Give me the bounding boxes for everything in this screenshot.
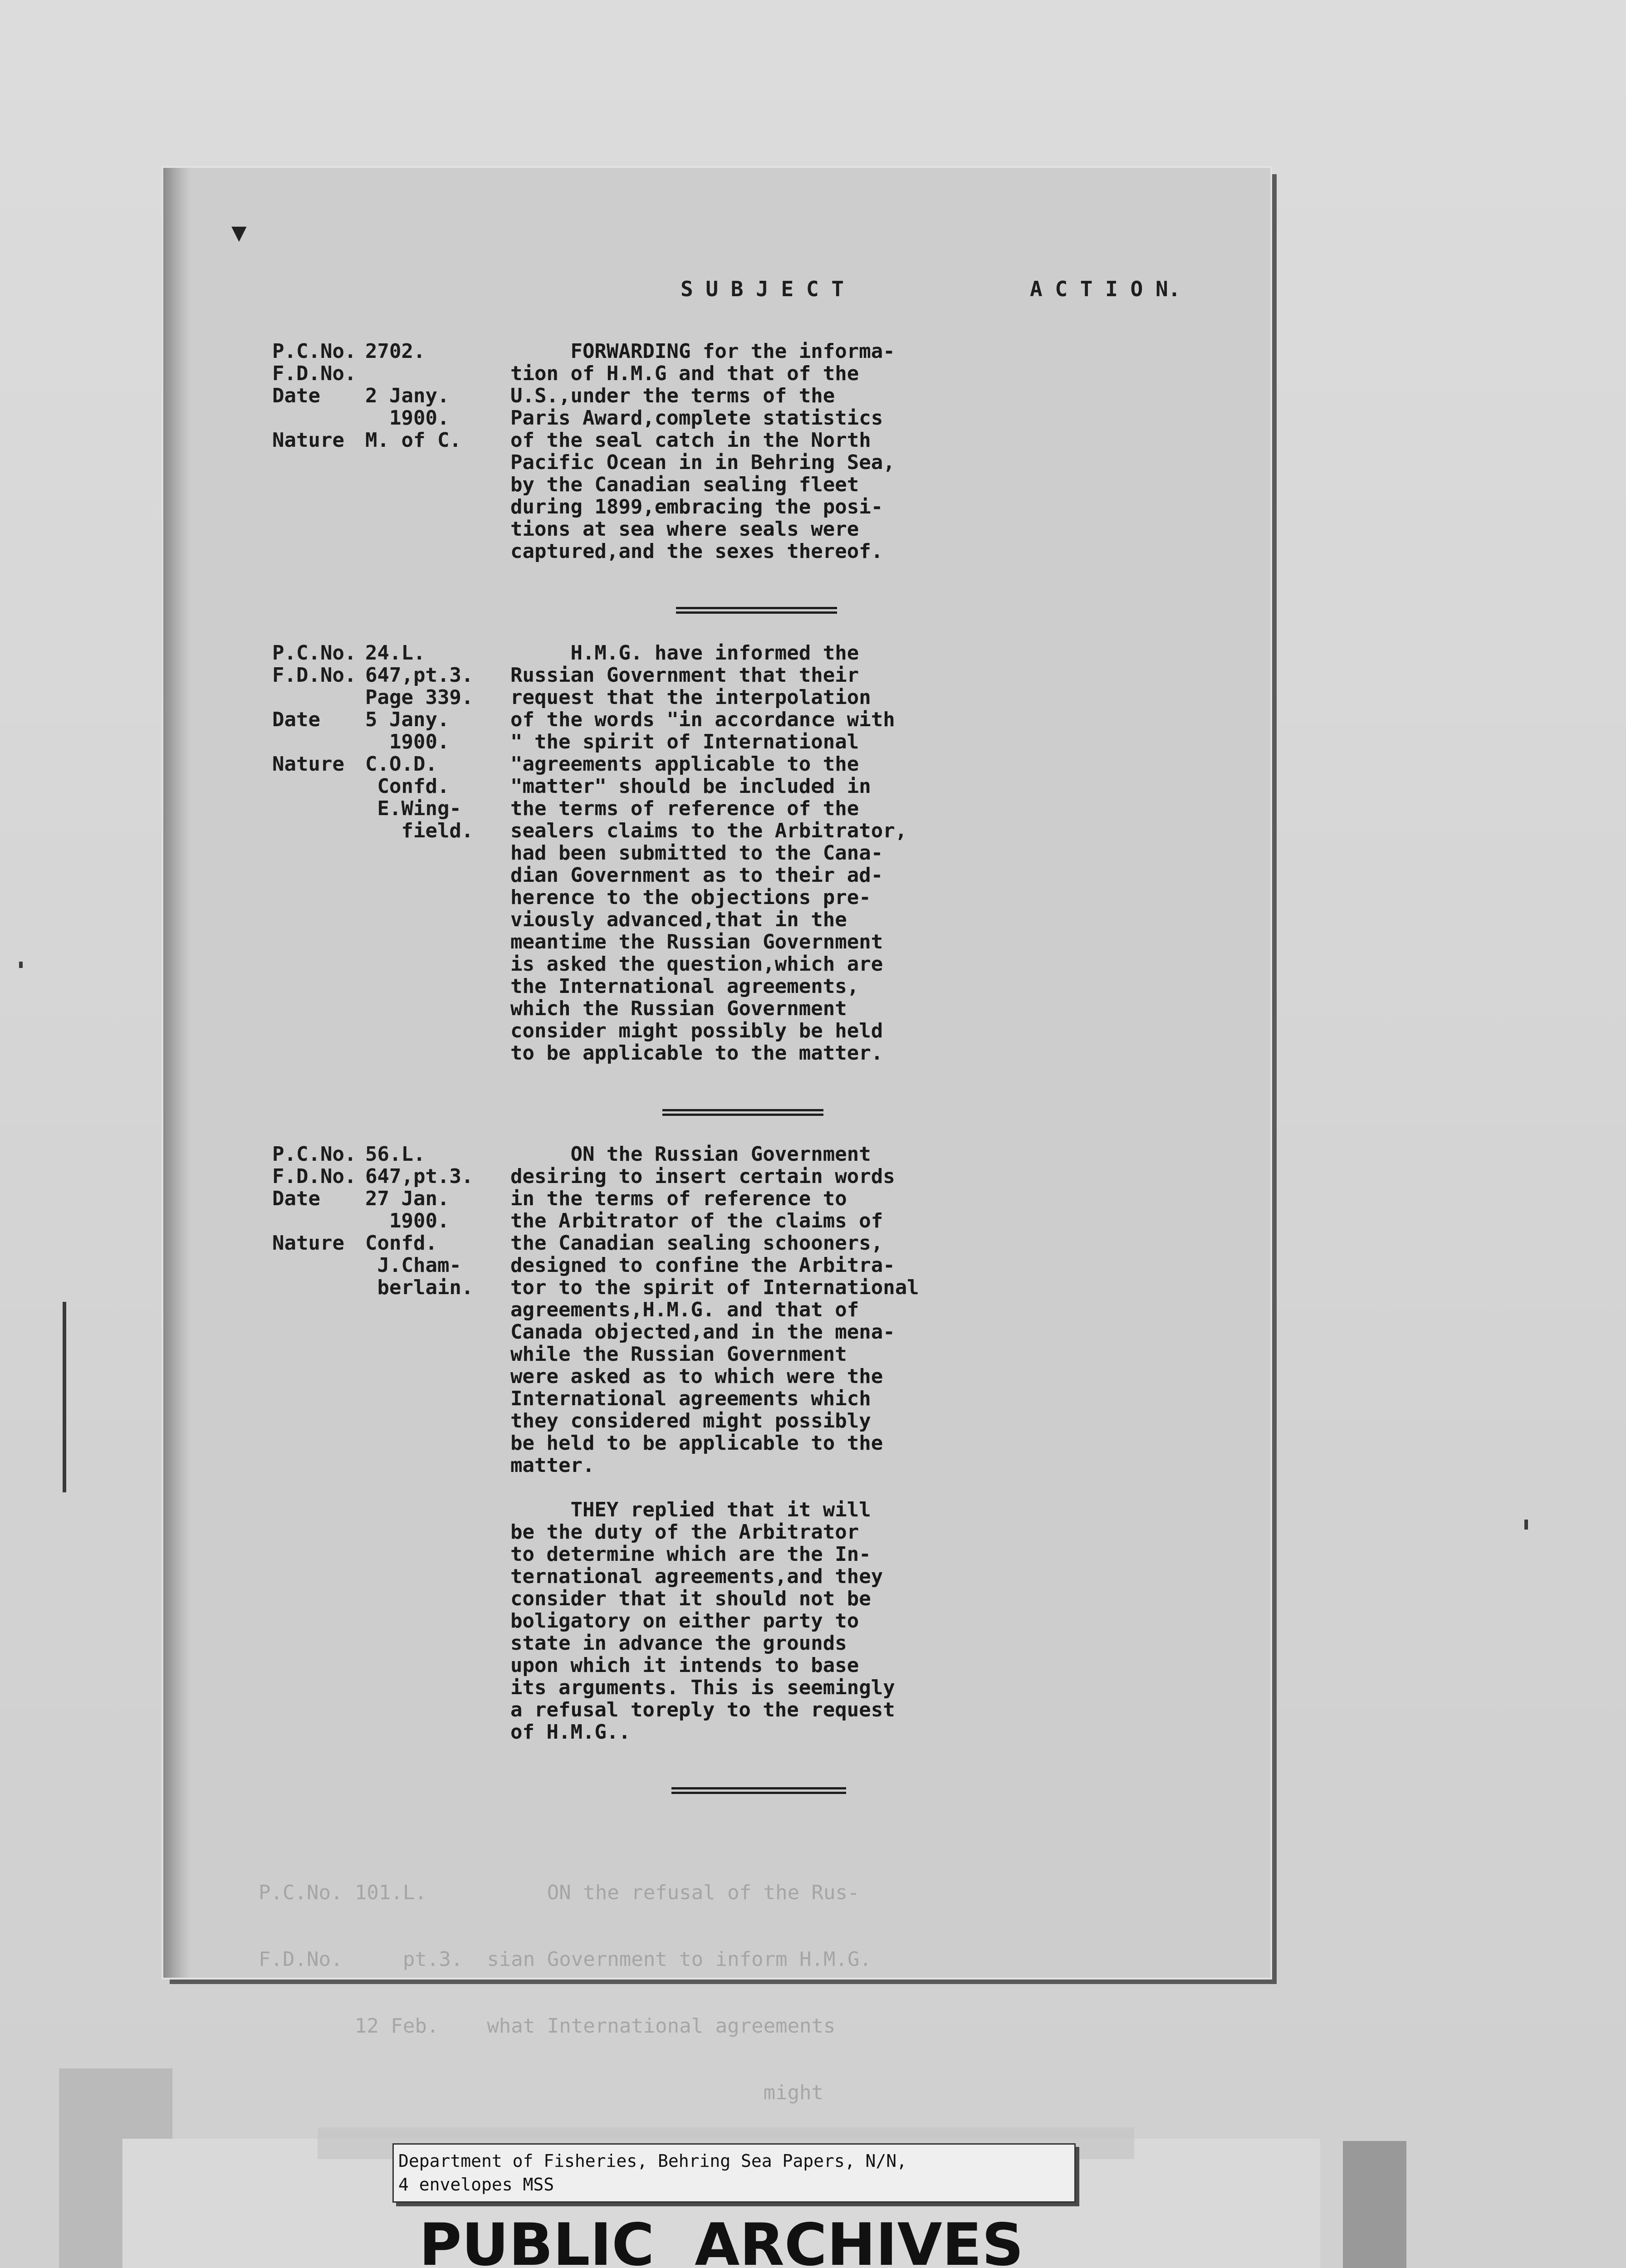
meta-row: Nature M. of C. — [272, 429, 461, 452]
text-line: matter. — [510, 1454, 595, 1477]
text-line: Russian Government that their — [510, 664, 859, 687]
text-line: Pacific Ocean in in Behring Sea, — [510, 451, 895, 474]
text-line: tion of H.M.G and that of the — [510, 362, 859, 385]
entry-3-text — [510, 1143, 1009, 1743]
text-line: of the words "in accordance with — [510, 708, 895, 731]
separator-rule — [671, 1787, 846, 1794]
text-line: while the Russian Government — [510, 1343, 847, 1366]
text-line: be held to be applicable to the — [510, 1432, 883, 1455]
meta-row: P.C.No. 56.L. — [272, 1143, 426, 1166]
text-line: "matter" should be included in — [510, 775, 871, 798]
faded-bleedthrough-text: P.C.No. 101.L. ON the refusal of the Rus- F.D.No. pt.3. sian Government to inform H.M.G. 12 Feb. what International agreements might — [259, 1881, 872, 2104]
text-line: herence to the objections pre- — [510, 886, 871, 909]
meta-row: 1900. — [365, 406, 450, 430]
text-line: upon which it intends to base — [510, 1654, 859, 1677]
text-line: dian Government as to their ad- — [510, 864, 883, 887]
entry-3-meta — [272, 1143, 473, 1299]
text-line: ON the Russian Government — [510, 1143, 871, 1166]
meta-row: field. — [365, 819, 474, 842]
text-line: boligatory on either party to — [510, 1609, 859, 1633]
text-line: consider might possibly be held — [510, 1019, 883, 1042]
text-line: agreements,H.M.G. and that of — [510, 1298, 859, 1321]
meta-row: 1900. — [365, 1209, 450, 1232]
meta-row: E.Wing- — [365, 797, 461, 820]
meta-row: F.D.No. 647,pt.3. — [272, 664, 474, 687]
text-line: consider that it should not be — [510, 1587, 871, 1610]
entry-1-text — [510, 340, 1009, 562]
text-line: to be applicable to the matter. — [510, 1041, 883, 1065]
page-shadow — [163, 168, 191, 1978]
meta-row: Date 2 Jany. — [272, 384, 450, 407]
text-line: in the terms of reference to — [510, 1187, 847, 1210]
text-line: request that the interpolation — [510, 686, 871, 709]
scan-speck — [19, 962, 23, 968]
text-line: sealers claims to the Arbitrator, — [510, 819, 907, 842]
meta-row: Nature Confd. — [272, 1232, 437, 1255]
text-line: the Arbitrator of the claims of — [510, 1209, 883, 1232]
text-line: the International agreements, — [510, 975, 859, 998]
text-line: the Canadian sealing schooners, — [510, 1232, 883, 1255]
meta-row: F.D.No. 647,pt.3. — [272, 1165, 474, 1188]
text-line: designed to confine the Arbitra- — [510, 1254, 895, 1277]
action-header: A C T I O N. — [1030, 277, 1181, 301]
corner-mark: ▼ — [231, 218, 247, 247]
separator-rule — [662, 1109, 823, 1116]
subject-header: S U B J E C T — [681, 277, 844, 301]
document-page — [163, 168, 1270, 2104]
text-line: Canada objected,and in the mena- — [510, 1320, 895, 1344]
entry-1-meta — [272, 340, 461, 451]
meta-row: 1900. — [365, 730, 450, 753]
text-line: THEY replied that it will — [510, 1498, 871, 1521]
separator-rule — [676, 607, 837, 614]
text-line: a refusal toreply to the request — [510, 1698, 895, 1721]
entry-2-text — [510, 642, 1009, 1064]
text-line: viously advanced,that in the — [510, 908, 847, 931]
scan-speck — [1524, 1520, 1528, 1530]
text-line: FORWARDING for the informa- — [510, 340, 895, 363]
text-line: tions at sea where seals were — [510, 518, 859, 541]
entry-2-meta — [272, 642, 473, 842]
archive-title-english: PUBLIC ARCHIVES — [419, 2211, 1024, 2268]
meta-row: berlain. — [365, 1276, 474, 1299]
text-line: the terms of reference of the — [510, 797, 859, 820]
text-line: by the Canadian sealing fleet — [510, 473, 859, 496]
meta-row: Date 5 Jany. — [272, 708, 450, 731]
text-line: state in advance the grounds — [510, 1632, 847, 1655]
text-line: were asked as to which were the — [510, 1365, 883, 1388]
text-line: U.S.,under the terms of the — [510, 384, 835, 407]
meta-row: Confd. — [365, 775, 450, 798]
text-line: International agreements which — [510, 1387, 871, 1410]
text-line: captured,and the sexes thereof. — [510, 540, 883, 563]
meta-row: F.D.No. — [272, 362, 357, 385]
text-line: of the seal catch in the North — [510, 429, 871, 452]
reference-slip — [392, 2143, 1076, 2203]
text-line: is asked the question,which are — [510, 953, 883, 976]
text-line: be the duty of the Arbitrator — [510, 1520, 859, 1544]
text-line: during 1899,embracing the posi- — [510, 495, 883, 518]
meta-row: J.Cham- — [365, 1254, 461, 1277]
text-line: had been submitted to the Cana- — [510, 841, 883, 865]
text-line: "agreements applicable to the — [510, 753, 859, 776]
text-line: of H.M.G.. — [510, 1721, 631, 1744]
meta-row: Page 339. — [365, 686, 474, 709]
slip-line: 4 envelopes MSS — [398, 2175, 554, 2195]
text-line: meantime the Russian Government — [510, 930, 883, 953]
text-line: which the Russian Government — [510, 997, 847, 1020]
meta-row: Nature C.O.D. — [272, 753, 437, 776]
meta-row: P.C.No. 24.L. — [272, 641, 426, 665]
text-line: they considered might possibly — [510, 1409, 871, 1432]
text-line: " the spirit of International — [510, 730, 859, 753]
text-line: its arguments. This is seemingly — [510, 1676, 895, 1699]
text-line: ternational agreements,and they — [510, 1565, 883, 1588]
meta-row: P.C.No. 2702. — [272, 340, 426, 363]
text-line: tor to the spirit of International — [510, 1276, 919, 1299]
scan-scratch — [63, 1302, 66, 1492]
text-line: to determine which are the In- — [510, 1543, 871, 1566]
meta-row: Date 27 Jan. — [272, 1187, 450, 1210]
text-line: H.M.G. have informed the — [510, 641, 859, 665]
text-line: desiring to insert certain words — [510, 1165, 895, 1188]
text-line: Paris Award,complete statistics — [510, 406, 883, 430]
tape-strip — [1343, 2141, 1406, 2268]
slip-line: Department of Fisheries, Behring Sea Papers, N/N, — [398, 2151, 907, 2171]
